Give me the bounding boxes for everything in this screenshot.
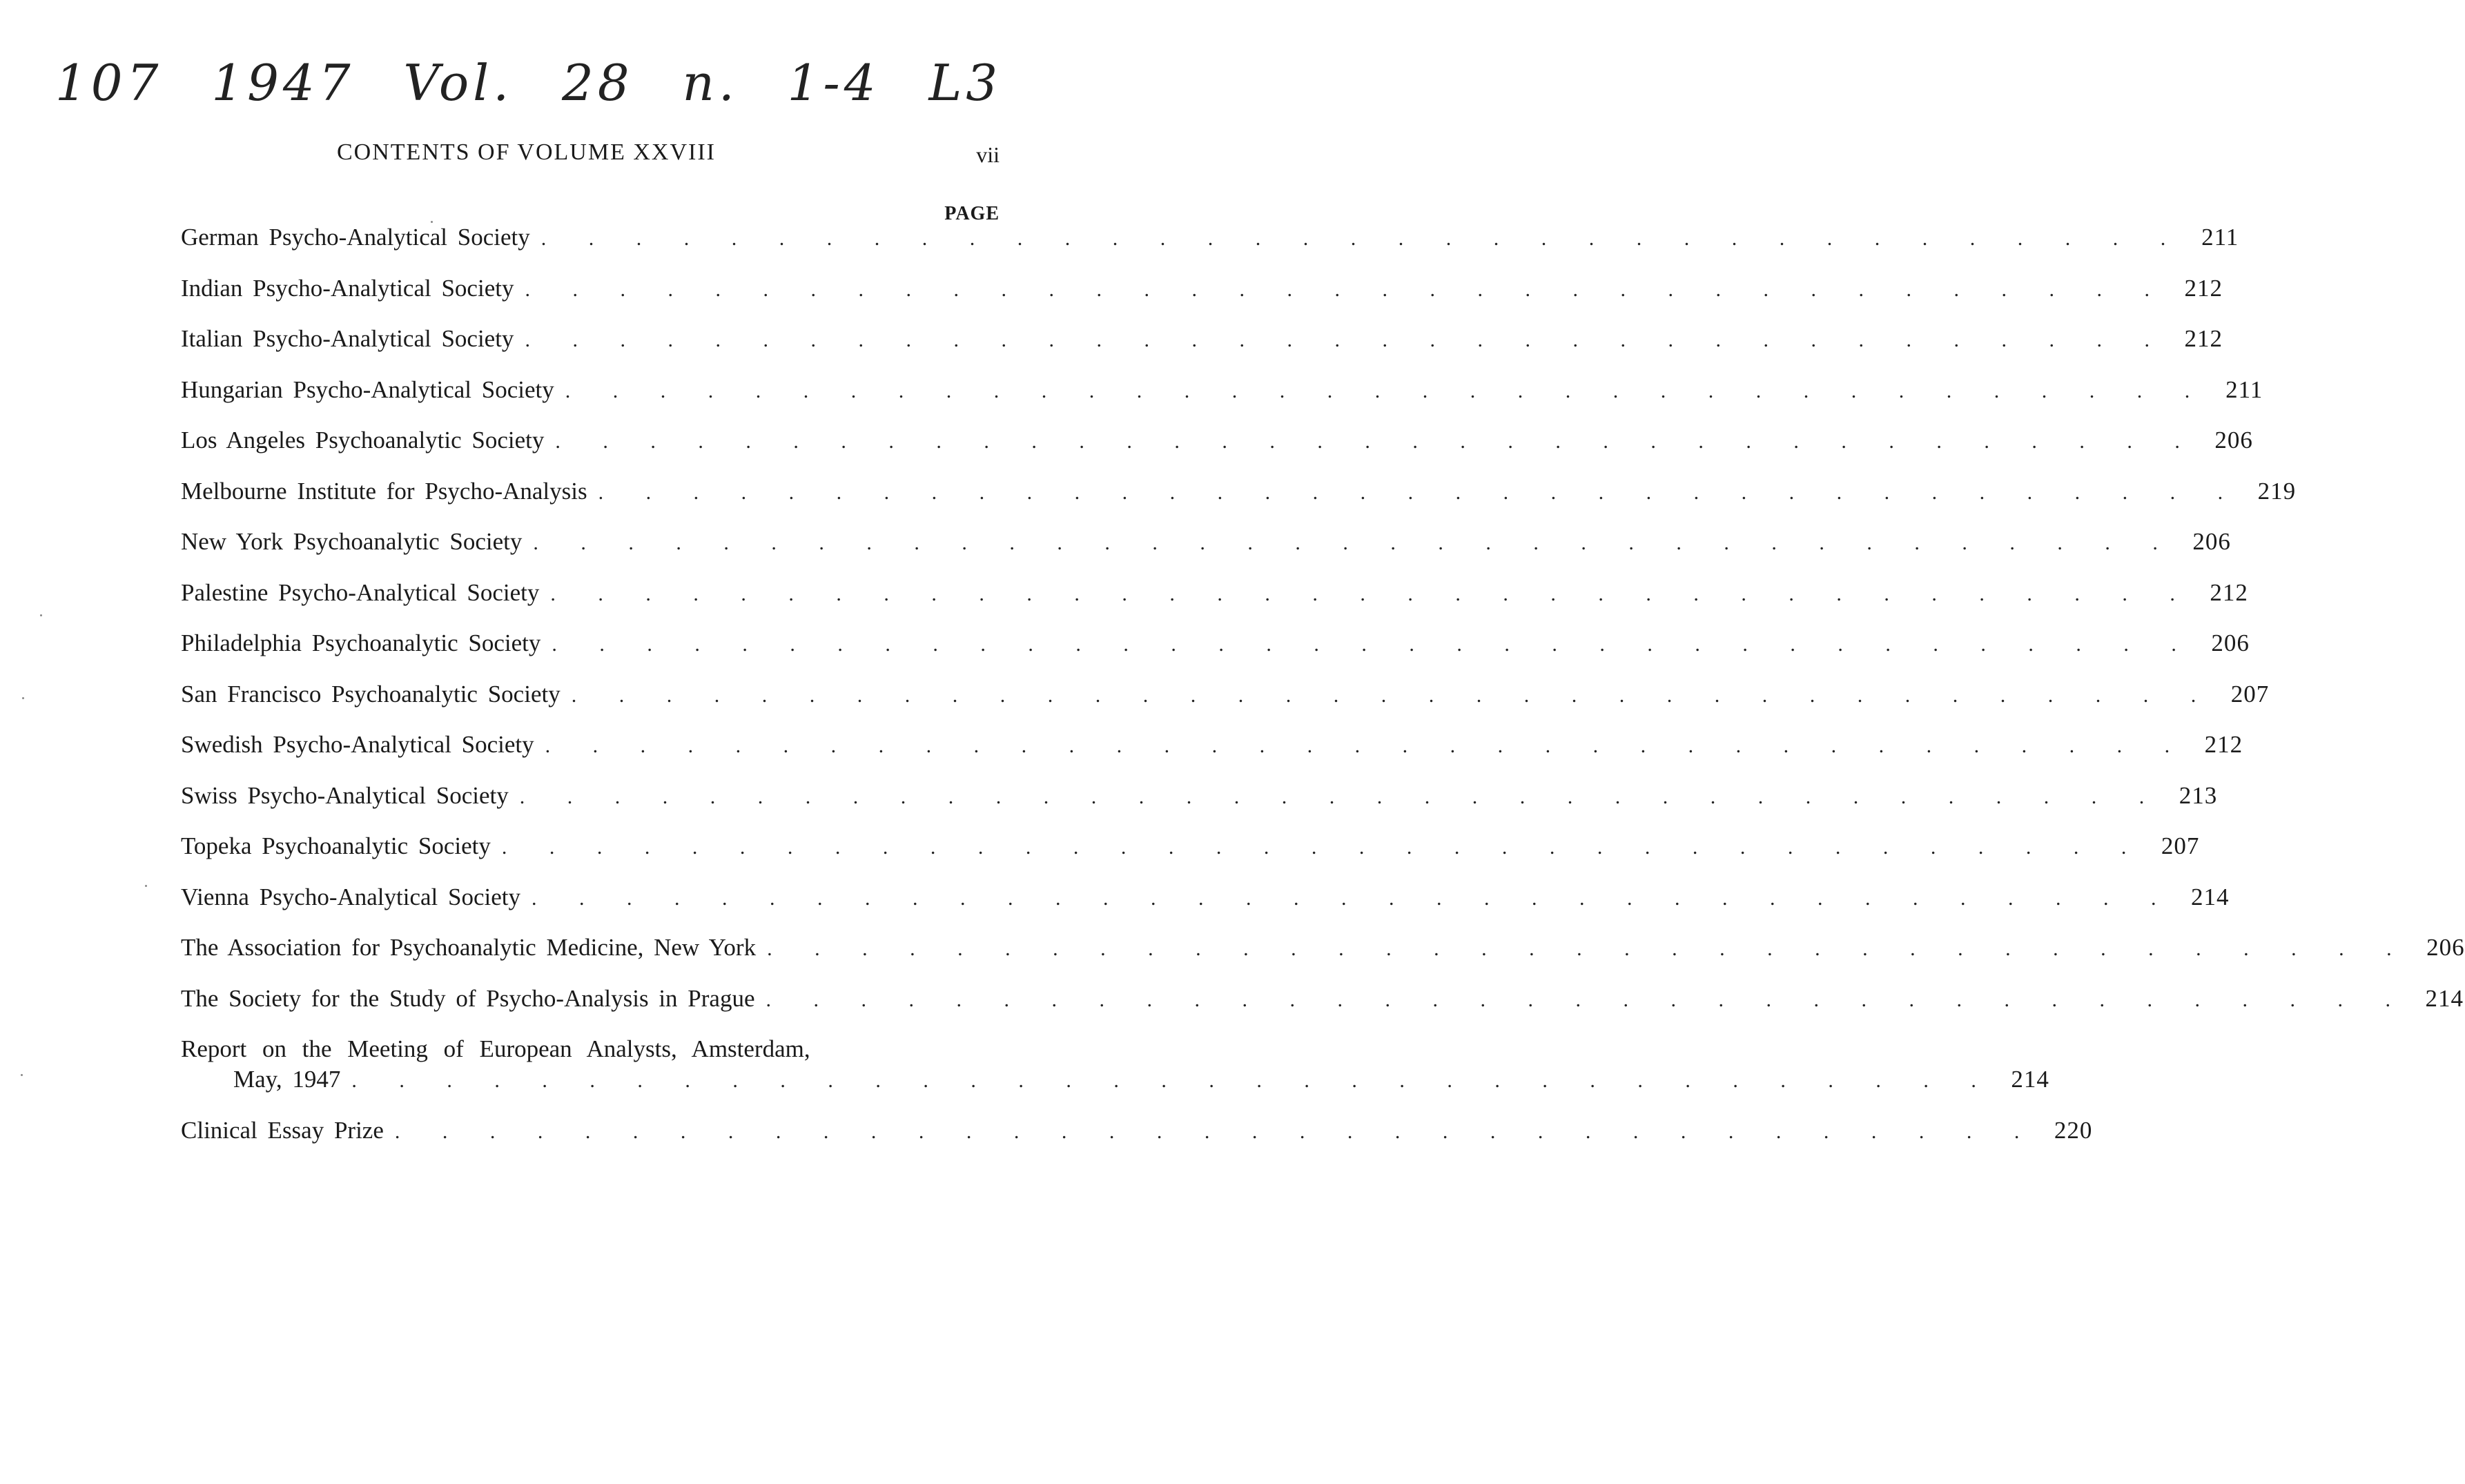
toc-entry-page: 206 (2192, 528, 2231, 555)
running-head: CONTENTS OF VOLUME XXVIII (337, 139, 716, 165)
toc-entry-title: Philadelphia Psychoanalytic Society (181, 629, 541, 656)
dot-leader: . . . . . . . . . . . . . . . . . . . . . . . . . . . . . . . . . . . (598, 480, 2240, 504)
toc-entry-title: Swedish Psycho-Analytical Society (181, 731, 534, 758)
dot-leader: . . . . . . . . . . . . . . . . . . . . . . . . . . . . . . . . . . . (540, 227, 2183, 250)
toc-entry-page: 219 (2257, 477, 2297, 505)
contents-list (181, 222, 2465, 1166)
dot-leader: . . . . . . . . . . . . . . . . . . . . . . . . . . . . . . . . . . . (766, 988, 2408, 1011)
toc-entry-title: The Association for Psychoanalytic Medicine, New York (181, 934, 757, 961)
toc-entry (181, 578, 2248, 629)
scan-speck (40, 614, 42, 616)
toc-entry-title: Topeka Psychoanalytic Society (181, 832, 491, 859)
dot-leader: . . . . . . . . . . . . . . . . . . . . . . . . . . . . . . . . . . . (532, 886, 2173, 910)
toc-entry-page: 211 (2225, 375, 2263, 403)
dot-leader: . . . . . . . . . . . . . . . . . . . . . . . . . . . . . . . . . . . (533, 531, 2174, 554)
toc-entry-page: 214 (2191, 883, 2230, 910)
toc-entry-title: Swiss Psycho-Analytical Society (181, 781, 509, 809)
dot-leader: . . . . . . . . . . . . . . . . . . . . . . . . . . . . . . . . . . . (394, 1120, 2036, 1143)
toc-entry (181, 628, 2250, 679)
toc-entry (181, 1034, 2049, 1115)
toc-entry (181, 527, 2231, 578)
page-number: vii (976, 142, 1000, 167)
toc-entry-title: Indian Psycho-Analytical Society (181, 274, 514, 302)
toc-entry-title-line1: Report on the Meeting of European Analysts, Amsterdam, (181, 1035, 810, 1062)
toc-entry-page: 207 (2161, 832, 2200, 859)
toc-entry-title: Hungarian Psycho-Analytical Society (181, 375, 554, 403)
dot-leader: . . . . . . . . . . . . . . . . . . . . . . . . . . . . . . . . . . . (545, 734, 2187, 757)
toc-entry (181, 781, 2218, 832)
toc-entry-page: 220 (2054, 1117, 2093, 1144)
toc-entry (181, 425, 2253, 476)
toc-entry-page: 206 (2211, 629, 2250, 656)
toc-entry-page: 213 (2179, 781, 2218, 809)
toc-entry-title: Vienna Psycho-Analytical Society (181, 883, 521, 910)
toc-entry (181, 1115, 2093, 1166)
toc-entry (181, 882, 2230, 933)
scan-speck (145, 885, 147, 887)
toc-entry (181, 273, 2223, 324)
toc-entry (181, 730, 2243, 781)
toc-entry-title: New York Psychoanalytic Society (181, 528, 523, 555)
toc-entry (181, 375, 2263, 426)
dot-leader: . . . . . . . . . . . . . . . . . . . . . . . . . . . . . . . . . . . (519, 785, 2161, 808)
dot-leader: . . . . . . . . . . . . . . . . . . . . . . . . . . . . . . . . . . . (571, 683, 2213, 707)
dot-leader: . . . . . . . . . . . . . . . . . . . . . . . . . . . . . . . . . . . (351, 1069, 1993, 1092)
scan-speck (21, 1074, 23, 1076)
toc-entry-title: Melbourne Institute for Psycho-Analysis (181, 477, 587, 505)
toc-entry (181, 222, 2239, 273)
toc-entry-title: German Psycho-Analytical Society (181, 224, 530, 251)
toc-entry-title: Palestine Psycho-Analytical Society (181, 578, 540, 606)
dot-leader: . . . . . . . . . . . . . . . . . . . . . . . . . . . . . . . . . . . (525, 277, 2166, 301)
toc-entry (181, 984, 2464, 1035)
dot-leader: . . . . . . . . . . . . . . . . . . . . . . . . . . . . . . . . . . . (555, 430, 2196, 453)
toc-entry (181, 476, 2297, 527)
dot-leader: . . . . . . . . . . . . . . . . . . . . . . . . . . . . . . . . . . . (501, 836, 2143, 859)
toc-entry-page: 212 (2204, 731, 2243, 758)
toc-entry-title: Italian Psycho-Analytical Society (181, 325, 514, 352)
toc-entry-page: 206 (2214, 427, 2253, 453)
toc-entry (181, 679, 2270, 730)
scan-speck (22, 697, 24, 699)
dot-leader: . . . . . . . . . . . . . . . . . . . . . . . . . . . . . . . . . . . (565, 379, 2207, 402)
toc-entry-title: Clinical Essay Prize (181, 1117, 384, 1144)
toc-entry-page: 211 (2201, 224, 2239, 251)
toc-entry (181, 831, 2200, 882)
toc-entry-page: 212 (2210, 578, 2248, 606)
toc-entry-title: San Francisco Psychoanalytic Society (181, 680, 561, 707)
scan-speck (431, 221, 433, 223)
toc-entry-page: 214 (2425, 984, 2464, 1012)
toc-entry-page: 212 (2184, 325, 2223, 352)
handwritten-shelfmark: 107 1947 Vol. 28 n. 1-4 L3 (55, 54, 1002, 112)
page-column-label: PAGE (944, 203, 1000, 224)
toc-entry-title: Los Angeles Psychoanalytic Society (181, 427, 545, 453)
dot-leader: . . . . . . . . . . . . . . . . . . . . . . . . . . . . . . . . . . . (525, 329, 2166, 351)
toc-entry (181, 324, 2223, 375)
toc-entry-title-line2: May, 1947 (233, 1066, 341, 1093)
dot-leader: . . . . . . . . . . . . . . . . . . . . . . . . . . . . . . . . . . . (767, 937, 2408, 960)
dot-leader: . . . . . . . . . . . . . . . . . . . . . . . . . . . . . . . . . . . (550, 582, 2192, 605)
toc-entry-page: 206 (2426, 934, 2465, 961)
toc-entry (181, 933, 2465, 984)
toc-entry-title: The Society for the Study of Psycho-Analysis in Prague (181, 984, 755, 1012)
toc-entry-page: 207 (2230, 680, 2270, 707)
toc-entry-page: 214 (2011, 1066, 2049, 1093)
dot-leader: . . . . . . . . . . . . . . . . . . . . . . . . . . . . . . . . . . . (552, 633, 2193, 656)
toc-entry-page: 212 (2184, 274, 2223, 302)
